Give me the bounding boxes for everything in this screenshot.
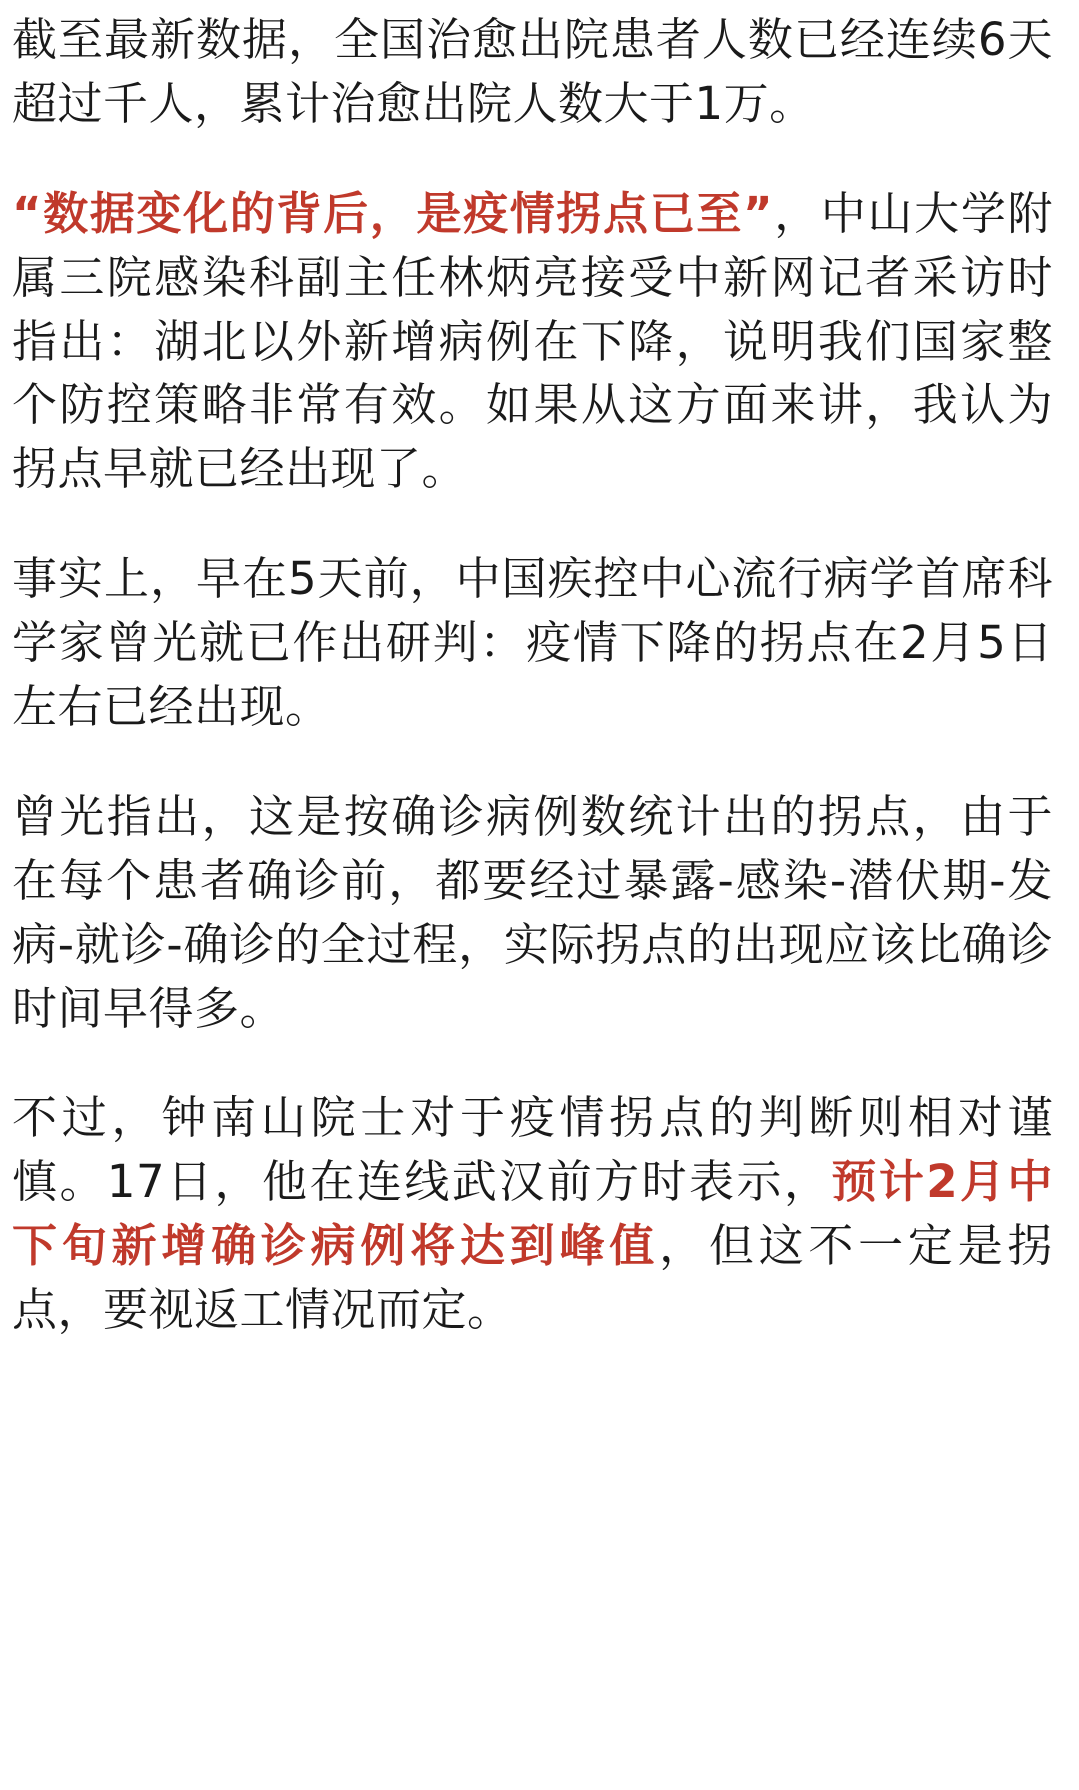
text-run: 曾光指出，这是按确诊病例数统计出的拐点，由于在每个患者确诊前，都要经过暴露-感染-潜伏期-发病-就诊-确诊的全过程，实际拐点的出现应该比确诊时间早得多。	[12, 789, 1053, 1035]
text-run: ，但这不一定是拐点，要视返工情况而定。	[12, 1219, 1053, 1337]
highlighted-quote: “数据变化的背后，是疫情拐点已至”	[12, 186, 774, 240]
paragraph-3	[12, 547, 1053, 739]
text-run: ，中山大学附属三院感染科副主任林炳亮接受中新网记者采访时指出：湖北以外新增病例在下降，说明我们国家整个防控策略非常有效。如果从这方面来讲，我认为拐点早就已经出现了。	[12, 186, 1053, 496]
text-run: 截至最新数据，全国治愈出院患者人数已经连续6天超过千人，累计治愈出院人数大于1万。	[12, 13, 1053, 130]
paragraph-4	[12, 785, 1053, 1041]
text-run: 事实上，早在5天前，中国疾控中心流行病学首席科学家曾光就已作出研判：疫情下降的拐点在2月5日左右已经出现。	[12, 552, 1053, 734]
paragraph-1	[12, 8, 1053, 136]
text-run: 不过，钟南山院士对于疫情拐点的判断则相对谨慎。17日，他在连线武汉前方时表示，	[12, 1091, 1053, 1209]
paragraph-5	[12, 1086, 1053, 1342]
highlighted-emphasis: 预计2月中下旬新增确诊病例将达到峰值	[12, 1155, 1053, 1273]
paragraph-2	[12, 182, 1053, 501]
